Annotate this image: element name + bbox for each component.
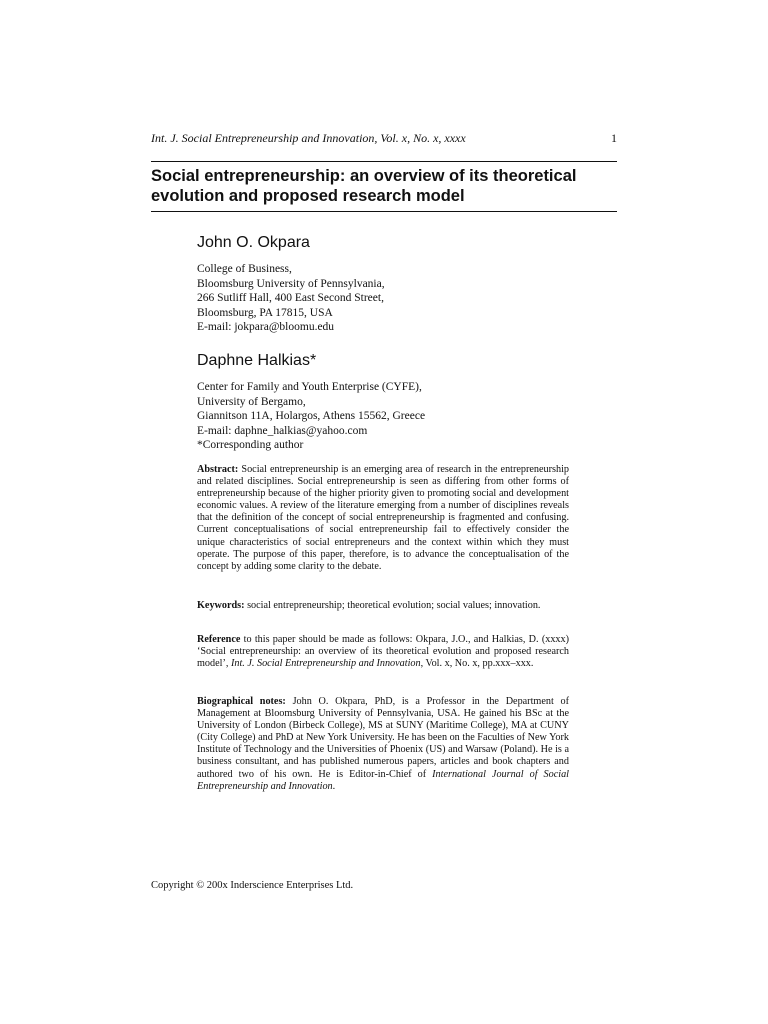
running-head	[151, 131, 617, 146]
journal-line: Int. J. Social Entrepreneurship and Innovation, Vol. x, No. x, xxxx	[151, 131, 466, 145]
affiliation-line: 266 Sutliff Hall, 400 East Second Street,	[197, 292, 384, 305]
title-rule-bottom	[151, 211, 617, 212]
abstract-label: Abstract:	[197, 464, 239, 475]
reference	[197, 634, 569, 670]
keywords-label: Keywords:	[197, 600, 245, 611]
author-email[interactable]: E-mail: jokpara@bloomu.edu	[197, 321, 335, 334]
reference-label: Reference	[197, 634, 241, 645]
bio-journal: International Journal of Social Entrepreneurship and Innovation	[197, 768, 569, 792]
bio-text: John O. Okpara, PhD, is a Professor in the Department of Management at Bloomsburg University of Pennsylvania, USA. He gained his BSc at the University of London (Birbeck College), MS at SUNY (Maritime College), MA at CUNY (City College) and PhD at New York University. He has been on the Faculties of New York Institute of Technology and the Universities of Phoenix (US) and Warsaw (Poland). He is a business consultant, and has published numerous papers, articles and book chapters and authored two of his own. He is Editor-in-Chief of	[197, 696, 570, 780]
affiliation-line: Giannitson 11A, Holargos, Athens 15562, Greece	[197, 410, 426, 423]
keywords	[197, 600, 569, 612]
reference-volume: , Vol. x, No. x, pp.xxx–xxx.	[420, 658, 534, 670]
author-name: John O. Okpara	[197, 234, 310, 251]
keywords-text: social entrepreneurship; theoretical evolution; social values; innovation.	[247, 600, 541, 611]
author-affiliation	[197, 262, 587, 335]
corresponding-author-note: *Corresponding author	[197, 439, 304, 452]
title-rule-top	[151, 161, 617, 162]
author-email[interactable]: E-mail: daphne_halkias@yahoo.com	[197, 424, 368, 437]
affiliation-line: Bloomsburg University of Pennsylvania,	[197, 277, 385, 290]
affiliation-line: College of Business,	[197, 263, 292, 275]
copyright-notice: Copyright © 200x Inderscience Enterprises Ltd.	[151, 880, 354, 891]
reference-journal: Int. J. Social Entrepreneurship and Innovation	[230, 658, 421, 670]
affiliation-line: Bloomsburg, PA 17815, USA	[197, 306, 333, 319]
reference-text: to this paper should be made as follows: Okpara, J.O., and Halkias, D. (xxxx) ‘Social entrepreneurship: an overview of its theoretical evolution and proposed research model’,	[197, 634, 569, 670]
bio-end: .	[332, 780, 336, 792]
bio-label: Biographical notes:	[197, 696, 286, 707]
page-number: 1	[611, 131, 617, 145]
biographical-notes	[197, 696, 569, 793]
author-name: Daphne Halkias*	[197, 352, 317, 369]
paper-title: Social entrepreneurship: an overview of its theoretical evolution and proposed research model	[151, 167, 577, 205]
affiliation-line: Center for Family and Youth Enterprise (CYFE),	[197, 381, 422, 393]
author-affiliation	[197, 380, 587, 453]
abstract-text: Social entrepreneurship is an emerging area of research in the entrepreneurship and related disciplines. Social entrepreneurship is seen as differing from other forms of entrepreneurship because of the higher priority given to promoting social and development economic values. A review of the literature emerging from a number of disciplines reveals that the definition of the concept of social entrepreneurship is fragmented and confusing. Current conceptualisations of social entrepreneurship fail to effectively consider the unique characteristics of social entrepreneurs and the context within which they must operate. The purpose of this paper, therefore, is to advance the conceptualisation of the concept by adding some clarity to the debate.	[197, 464, 570, 572]
affiliation-line: University of Bergamo,	[197, 395, 306, 408]
abstract	[197, 464, 569, 573]
